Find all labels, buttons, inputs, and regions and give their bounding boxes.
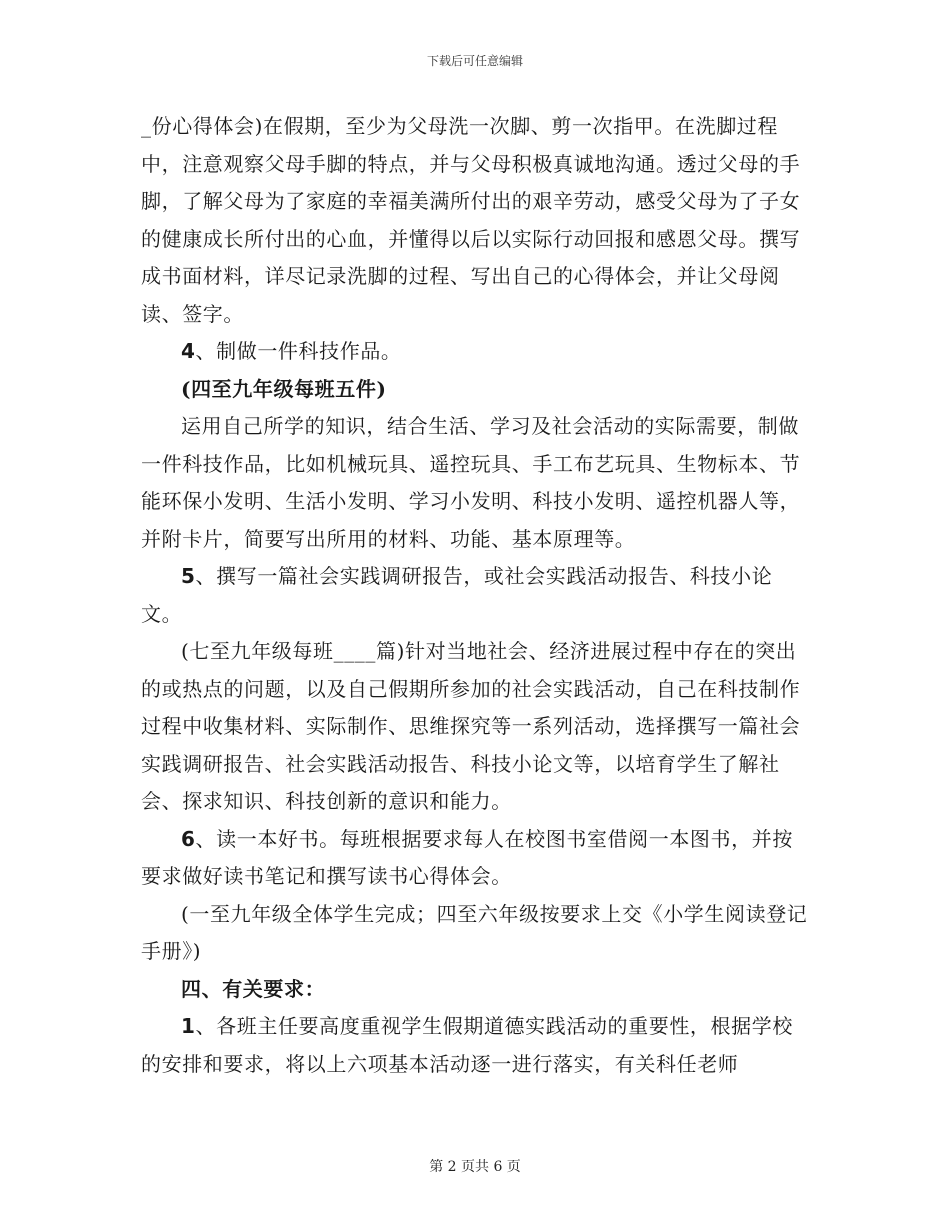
page-footer: 第 2 页共 6 页: [429, 1159, 521, 1175]
item-6-note: (一至九年级全体学生完成；四至六年级按要求上交《小学生阅读登记手册》): [141, 901, 808, 963]
item-6-title: [141, 821, 811, 896]
item-5-number: 5: [181, 564, 196, 588]
item-4-text: 、制做一件科技作品。: [195, 339, 402, 363]
item-6-text: 、读一本好书。每班根据要求每人在校图书室借阅一本图书，并按要求做好读书笔记和撰写读书心得体会。: [141, 826, 793, 888]
requirement-1-text: 、各班主任要高度重视学生假期道德实践活动的重要性，根据学校的安排和要求，将以上六项基本活动逐一进行落实，有关科任老师: [141, 1014, 793, 1076]
item-5-body: (七至九年级每班____篇)针对当地社会、经济进展过程中存在的突出的或热点的问题，以及自己假期所参加的社会实践活动，自己在科技制作过程中收集材料、实际制作、思维探究等一系列活动，选择撰写一篇社会实践调研报告、社会实践活动报告、科技小论文等，以培育学生了解社会、探求知识、科技创新的意识和能力。: [141, 639, 801, 813]
item-4-title: [141, 333, 811, 371]
item-4-note: (四至九年级每班五件): [181, 376, 387, 401]
item-6-number: 6: [181, 826, 196, 851]
item-5-text: 、撰写一篇社会实践调研报告，或社会实践活动报告、科技小论文。: [141, 564, 773, 626]
requirement-1: [141, 1008, 811, 1083]
section-4-heading: 四、有关要求：: [181, 976, 326, 1001]
document-body: [141, 108, 811, 1083]
page-header: 下载后可任意编辑: [426, 54, 523, 68]
item-5-title: [141, 558, 811, 633]
item-4-number: 4: [181, 339, 196, 363]
item-4-body: 运用自己所学的知识，结合生活、学习及社会活动的实际需要，制做一件科技作品，比如机械玩具、遥控玩具、手工布艺玩具、生物标本、节能环保小发明、生活小发明、学习小发明、科技小发明、遥控机器人等，并附卡片，简要写出所用的材料、功能、基本原理等。: [141, 414, 801, 551]
requirement-1-number: 1: [181, 1014, 196, 1038]
paragraph-washing-feet: _份心得体会)在假期，至少为父母洗一次脚、剪一次指甲。在洗脚过程中，注意观察父母手脚的特点，并与父母积极真诚地沟通。透过父母的手脚，了解父母为了家庭的幸福美满所付出的艰辛劳动，感受父母为了子女的健康成长所付出的心血，并懂得以后以实际行动回报和感恩父母。撰写成书面材料，详尽记录洗脚的过程、写出自己的心得体会，并让父母阅读、签字。: [141, 114, 801, 326]
